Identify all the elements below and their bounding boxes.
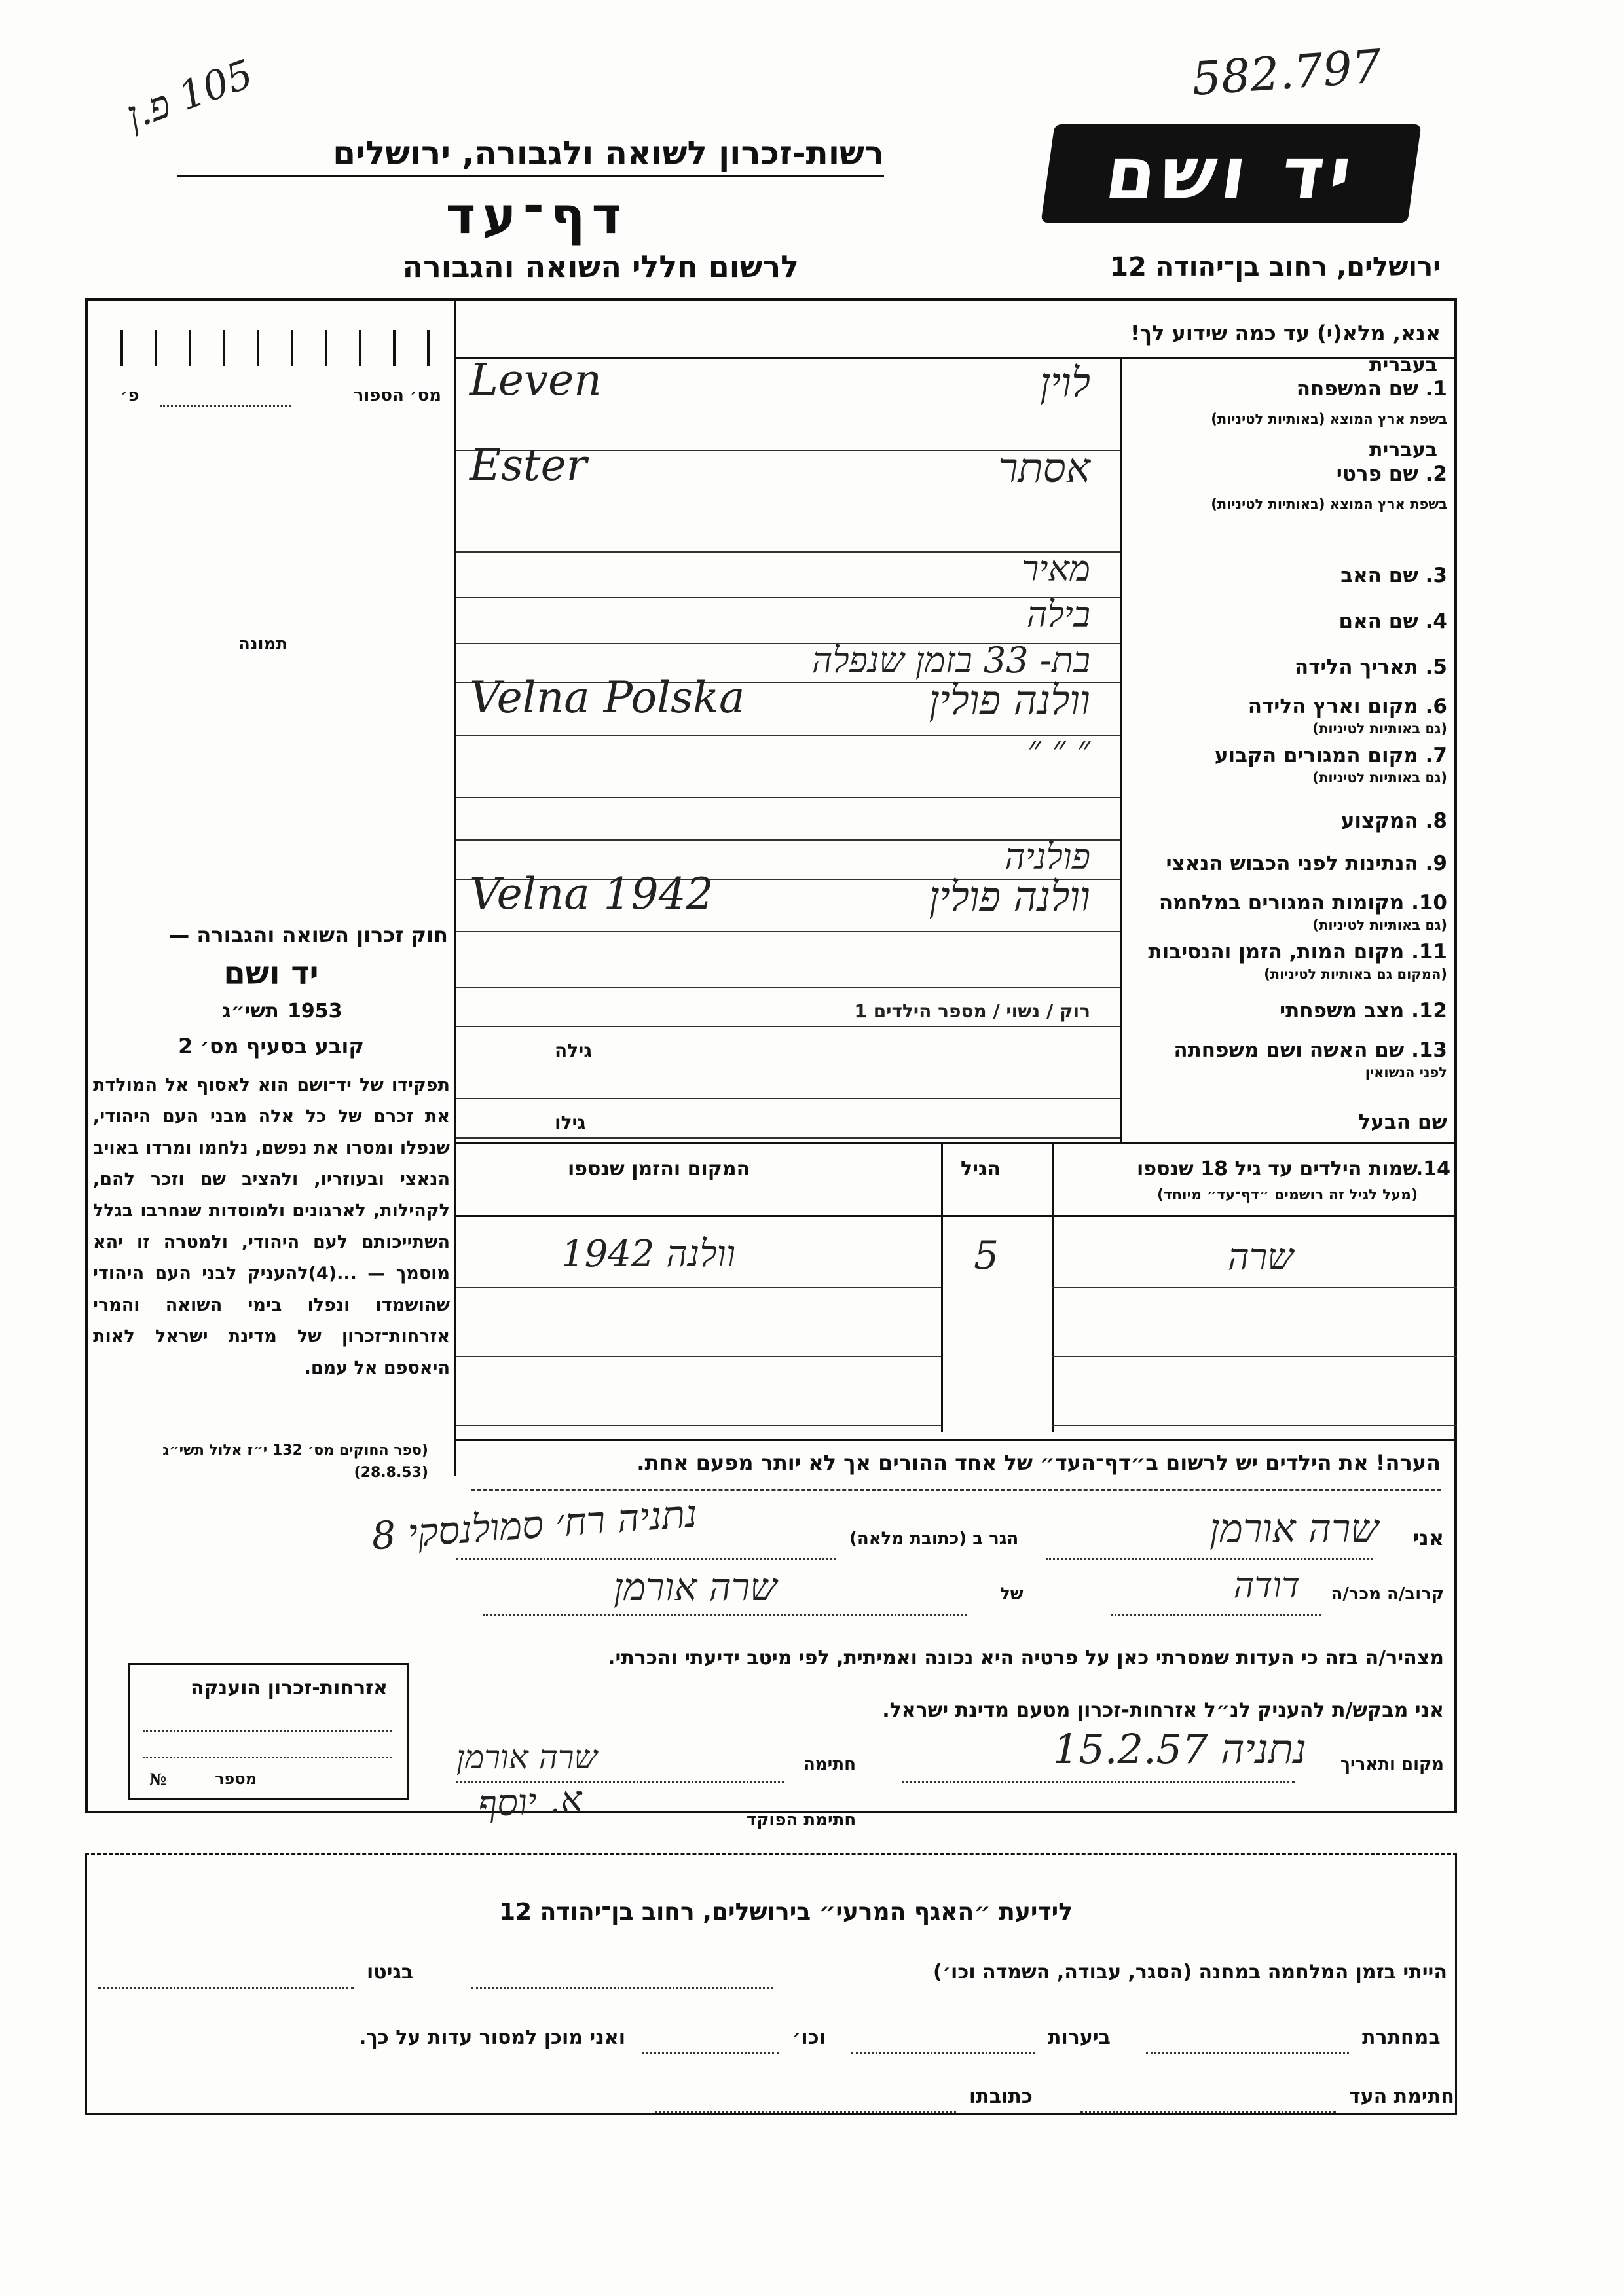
field-label: 10. מקומות המגורים במלחמה xyxy=(1158,891,1447,915)
field-value: מאיר xyxy=(1021,548,1090,589)
field-label: 11. מקום המות, הזמן והנסיבות xyxy=(1148,940,1447,964)
footer-frame xyxy=(85,1853,1457,2115)
field-sub: לפני הנשואין xyxy=(1365,1065,1447,1080)
children-header-place: המקום והזמן שנספו xyxy=(568,1157,750,1180)
law-source: (ספר החוקים מס׳ 132 י״ז אלול תשי״ג (28.8.53) xyxy=(162,1442,428,1481)
note-text: הערה! את הילדים יש לרשום ב״דף־העד״ של אחד ההורים אך לא יותר מפעם אחת. xyxy=(637,1450,1441,1475)
declaration-resides-label: הגר ב (כתובת מלאה) xyxy=(849,1529,1019,1548)
officer-signature: א. יוסף xyxy=(477,1777,583,1827)
logo-text: יד ושם xyxy=(1100,132,1362,215)
footer-line1-b: בגיטו xyxy=(367,1961,414,1984)
declaration-place-date-label: מקום ותאריך xyxy=(1340,1755,1444,1774)
declaration xyxy=(370,1491,1457,1813)
law-title: חוק זכרון השואה והגבורה — xyxy=(168,922,448,947)
field-sub: (המקום גם באותיות לטיניות) xyxy=(1264,966,1447,982)
tally-marks xyxy=(120,330,435,366)
child-age: 5 xyxy=(974,1233,999,1279)
yad-vashem-logo xyxy=(1041,124,1421,223)
field-sub: (גם באותיות לטיניות) xyxy=(1312,770,1447,786)
field-label: 12. מצב משפחתי xyxy=(1279,999,1447,1023)
field-row-6 xyxy=(456,672,1457,740)
field-label: 6. מקום וארץ הלידה xyxy=(1247,695,1447,718)
field-sub: בשפת ארץ המוצא (באותיות לטיניות) xyxy=(1211,411,1447,427)
declaration-signature-value: שרה אורמן xyxy=(456,1738,597,1776)
field-row-3 xyxy=(456,548,1457,602)
field-label: 4. שם האם xyxy=(1338,610,1447,633)
field-label: שם הבעל xyxy=(1358,1110,1447,1134)
declaration-i-label: אני xyxy=(1412,1525,1444,1550)
children-num: 14. xyxy=(1415,1157,1450,1180)
footer-line3-b: כתובתו xyxy=(969,2085,1033,2108)
catalog-label: מס׳ הספור xyxy=(353,386,441,405)
field-label: 3. שם האב xyxy=(1340,564,1447,587)
declaration-i-value: שרה אורמן xyxy=(1209,1506,1378,1552)
field-row-8 xyxy=(456,805,1457,845)
field-value-latin: Ester xyxy=(470,440,587,490)
field-value-latin: Velna 1942 xyxy=(470,869,714,919)
law-year: 1953 xyxy=(287,1000,342,1023)
field-lang: בעברית xyxy=(1369,439,1437,462)
field-row-13 xyxy=(456,1034,1457,1103)
citizenship-box-number: מספר xyxy=(215,1770,257,1788)
field-value: בת- 33 בזמן שנפלה xyxy=(811,640,1090,681)
children-header-age: הגיל xyxy=(961,1157,1001,1180)
page-subtitle: לרשום חללי השואה והגבורה xyxy=(402,249,799,284)
field-label: 8. המקצוע xyxy=(1340,809,1447,833)
field-age-label: גילה xyxy=(555,1040,592,1061)
field-row-14 xyxy=(456,1106,1457,1142)
law-year-hebrew: תשי״ג xyxy=(222,1000,279,1023)
field-label: 9. הנתינות לפני הכבוש הנאצי xyxy=(1166,852,1447,875)
field-value-hebrew: וולנה פולין xyxy=(929,676,1090,724)
field-value: רוק / נשוי / מספר הילדים 1 xyxy=(854,1000,1090,1022)
header-address: ירושלים, רחוב בן־יהודה 12 xyxy=(1110,252,1441,282)
number-sign: № xyxy=(149,1770,167,1789)
field-row-2 xyxy=(456,439,1457,556)
declaration-statement: מצהיר/ה בזה כי העדות שמסרתי כאן על פרטיה היא נכונה ואמיתית, לפי מיטב ידיעתי והכרתי. xyxy=(608,1647,1444,1669)
child-row xyxy=(456,1360,1457,1426)
declaration-signature-label: חתימה xyxy=(803,1755,856,1774)
law-clause: קובע בסעיף מס׳ 2 xyxy=(178,1034,364,1059)
field-value: פולניה xyxy=(1005,836,1090,877)
archive-number: 582.797 xyxy=(1190,39,1383,106)
field-value-latin: Velna Polska xyxy=(470,672,745,723)
field-sub: (גם באותיות לטיניות) xyxy=(1312,721,1447,737)
field-label: 2. שם פרטי xyxy=(1336,462,1447,486)
declaration-of-value: שרה אורמן xyxy=(614,1565,777,1609)
field-label: 1. שם המשפחה xyxy=(1296,377,1447,401)
field-label: 5. תאריך הלידה xyxy=(1294,655,1447,679)
children-header-note: (מעל לגיל זה רושמים ״דף־עד״ מיוחד) xyxy=(1156,1187,1418,1203)
sidebar xyxy=(88,301,454,1610)
field-age-label: גילו xyxy=(555,1112,586,1133)
declaration-place-date-value: נתניה 15.2.57 xyxy=(1052,1725,1306,1773)
corner-note: 105 פ.ן xyxy=(120,51,259,139)
declaration-resides-value: נתניה רח׳ סמולנסקי 8 xyxy=(370,1491,699,1559)
footer-title: לידיעת ״האגף המרעי״ בירושלים, רחוב בן־יהודה 12 xyxy=(498,1899,1073,1925)
field-row-10 xyxy=(456,869,1457,936)
child-row xyxy=(456,1223,1457,1288)
field-row-7 xyxy=(456,728,1457,802)
field-label: 13. שם האשה ושם משפחתה xyxy=(1173,1038,1447,1062)
citizenship-box xyxy=(128,1663,409,1800)
institution-name: רשות-זכרון לשואה ולגבורה, ירושלים xyxy=(333,134,884,172)
declaration-of-label: של xyxy=(1000,1584,1024,1604)
declaration-request: אני מבקש/ת להעניק לנ״ל אזרחות-זכרון מטעם מדינת ישראל. xyxy=(882,1699,1444,1722)
citizenship-box-title: אזרחות-זכרון הוענקה xyxy=(190,1677,388,1700)
officer-label: חתימת הפוקד xyxy=(747,1810,857,1830)
law-name: יד ושם xyxy=(223,955,319,992)
field-lang: בעברית xyxy=(1369,354,1437,376)
footer-line1-a: הייתי בזמן המלחמה במחנה (הסגר, עבודה, השמדה וכו׳) xyxy=(933,1961,1447,1984)
declaration-relative-value: דודה xyxy=(1233,1565,1300,1606)
child-place: וולנה 1942 xyxy=(561,1233,736,1275)
child-name: שרה xyxy=(1228,1236,1293,1279)
field-sub: בשפת ארץ המוצא (באותיות לטיניות) xyxy=(1211,496,1447,512)
field-value-hebrew: לוין xyxy=(1040,359,1090,407)
footer-line3-a: חתימת העד xyxy=(1349,2085,1454,2108)
field-row-12 xyxy=(456,995,1457,1031)
footer-line2-a: במחתרת xyxy=(1362,2026,1441,2049)
field-row-1 xyxy=(456,354,1457,455)
footer-line2-c: וכו׳ xyxy=(792,2026,826,2049)
children-table xyxy=(456,1144,1457,1439)
page-title: דף־עד xyxy=(445,187,629,246)
footer-line2-d: ואני מוכן למסור עדות על כך. xyxy=(359,2026,625,2049)
law-body: תפקידו של יד־ושם הוא לאסוף אל המולדת את זכרם של כל אלה מבני העם היהודי, שנפלו ומסרו את נפשם, נלחמו ומרדו באויב הנאצי ובעוזריו, ולהציב שם וזכר להם, לקהילות, לארגונים ולמוסדות שנחרבו בגלל השתייכותם לעם היהודי, ולמטרה זו יהא מוסמך — ...(4)להעניק לבני העם היהודי שהושמדו ונפלו בימי השואה והמרי אזרחות־זכרון של מדינת ישראל לאות היאספם אל עמם. xyxy=(93,1075,450,1378)
field-value: ״ ״ ״ xyxy=(1027,728,1090,769)
intro-text: אנא, מלא(י) עד כמה שידוע לך! xyxy=(1130,321,1441,346)
field-value-hebrew: אסתר xyxy=(998,444,1090,492)
field-row-11 xyxy=(456,936,1457,992)
photo-label: תמונה xyxy=(238,634,288,654)
field-value-latin: Leven xyxy=(470,355,602,405)
field-label: 7. מקום המגורים הקבוע xyxy=(1214,744,1447,767)
child-row xyxy=(456,1292,1457,1357)
field-value: בילה xyxy=(1026,594,1090,635)
field-sub: (גם באותיות לטיניות) xyxy=(1312,917,1447,933)
field-value-hebrew: וולנה פולין xyxy=(929,873,1090,920)
footer-line2-b: ביערות xyxy=(1048,2026,1111,2049)
declaration-relative-label: קרוב/ה מכר/ה xyxy=(1331,1584,1444,1604)
catalog-suffix: פ׳ xyxy=(120,386,139,405)
children-header-name: שמות הילדים עד גיל 18 שנספו xyxy=(1137,1157,1418,1180)
